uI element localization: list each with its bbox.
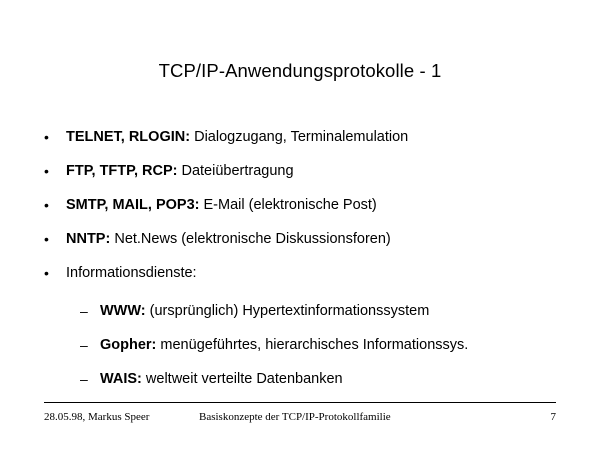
bullet-icon: • [44, 163, 49, 179]
list-item [44, 264, 564, 283]
sub-list-item-text [100, 336, 468, 355]
footer [44, 411, 556, 423]
footer-date-author: 28.05.98, Markus Speer [44, 411, 150, 423]
bullet-icon: • [44, 197, 49, 213]
list-item-label: FTP, TFTP, RCP: [66, 163, 178, 179]
list-item-label: SMTP, MAIL, POP3: [66, 197, 200, 213]
list-item-body: E-Mail (elektronische Post) [199, 197, 377, 213]
footer-page-number: 7 [550, 411, 556, 423]
sub-list-item-text [100, 302, 429, 321]
bullet-icon: • [44, 231, 49, 247]
dash-icon: – [80, 337, 88, 353]
list-item-text [66, 162, 294, 181]
content-list [44, 128, 564, 404]
sub-list-item-text [100, 370, 343, 389]
bullet-icon: • [44, 129, 49, 145]
list-item-label: NNTP: [66, 231, 111, 247]
list-item-text [66, 230, 391, 249]
list-item-text [66, 264, 197, 283]
list-item [44, 230, 564, 249]
bullet-icon: • [44, 265, 49, 281]
list-item-body: Net.News (elektronische Diskussionsforen) [110, 231, 391, 247]
list-item-body: Informationsdienste: [66, 265, 197, 281]
sub-list-item [80, 336, 564, 355]
page-title: TCP/IP-Anwendungsprotokolle - 1 [158, 60, 442, 81]
list-item-label: TELNET, RLOGIN: [66, 129, 191, 145]
footer-divider [44, 402, 556, 403]
list-item-body: Dialogzugang, Terminalemulation [190, 129, 409, 145]
sub-list-item-body: weltweit verteilte Datenbanken [141, 371, 343, 387]
list-item [44, 128, 564, 147]
list-item-body: Dateiübertragung [177, 163, 294, 179]
sub-list [44, 302, 564, 389]
list-item-text [66, 196, 377, 215]
list-item [44, 196, 564, 215]
dash-icon: – [80, 371, 88, 387]
sub-list-item-label: WWW: [100, 303, 146, 319]
sub-list-item-label: WAIS: [100, 371, 142, 387]
sub-list-item-body: (ursprünglich) Hypertextinformationssystem [145, 303, 430, 319]
sub-list-item-body: menügeführtes, hierarchisches Informationssys. [156, 337, 469, 353]
sub-list-item-label: Gopher: [100, 337, 157, 353]
list-item [44, 162, 564, 181]
sub-list-item [80, 302, 564, 321]
list-item-text [66, 128, 408, 147]
sub-list-item [80, 370, 564, 389]
dash-icon: – [80, 303, 88, 319]
footer-subject: Basiskonzepte der TCP/IP-Protokollfamilie [199, 411, 391, 423]
